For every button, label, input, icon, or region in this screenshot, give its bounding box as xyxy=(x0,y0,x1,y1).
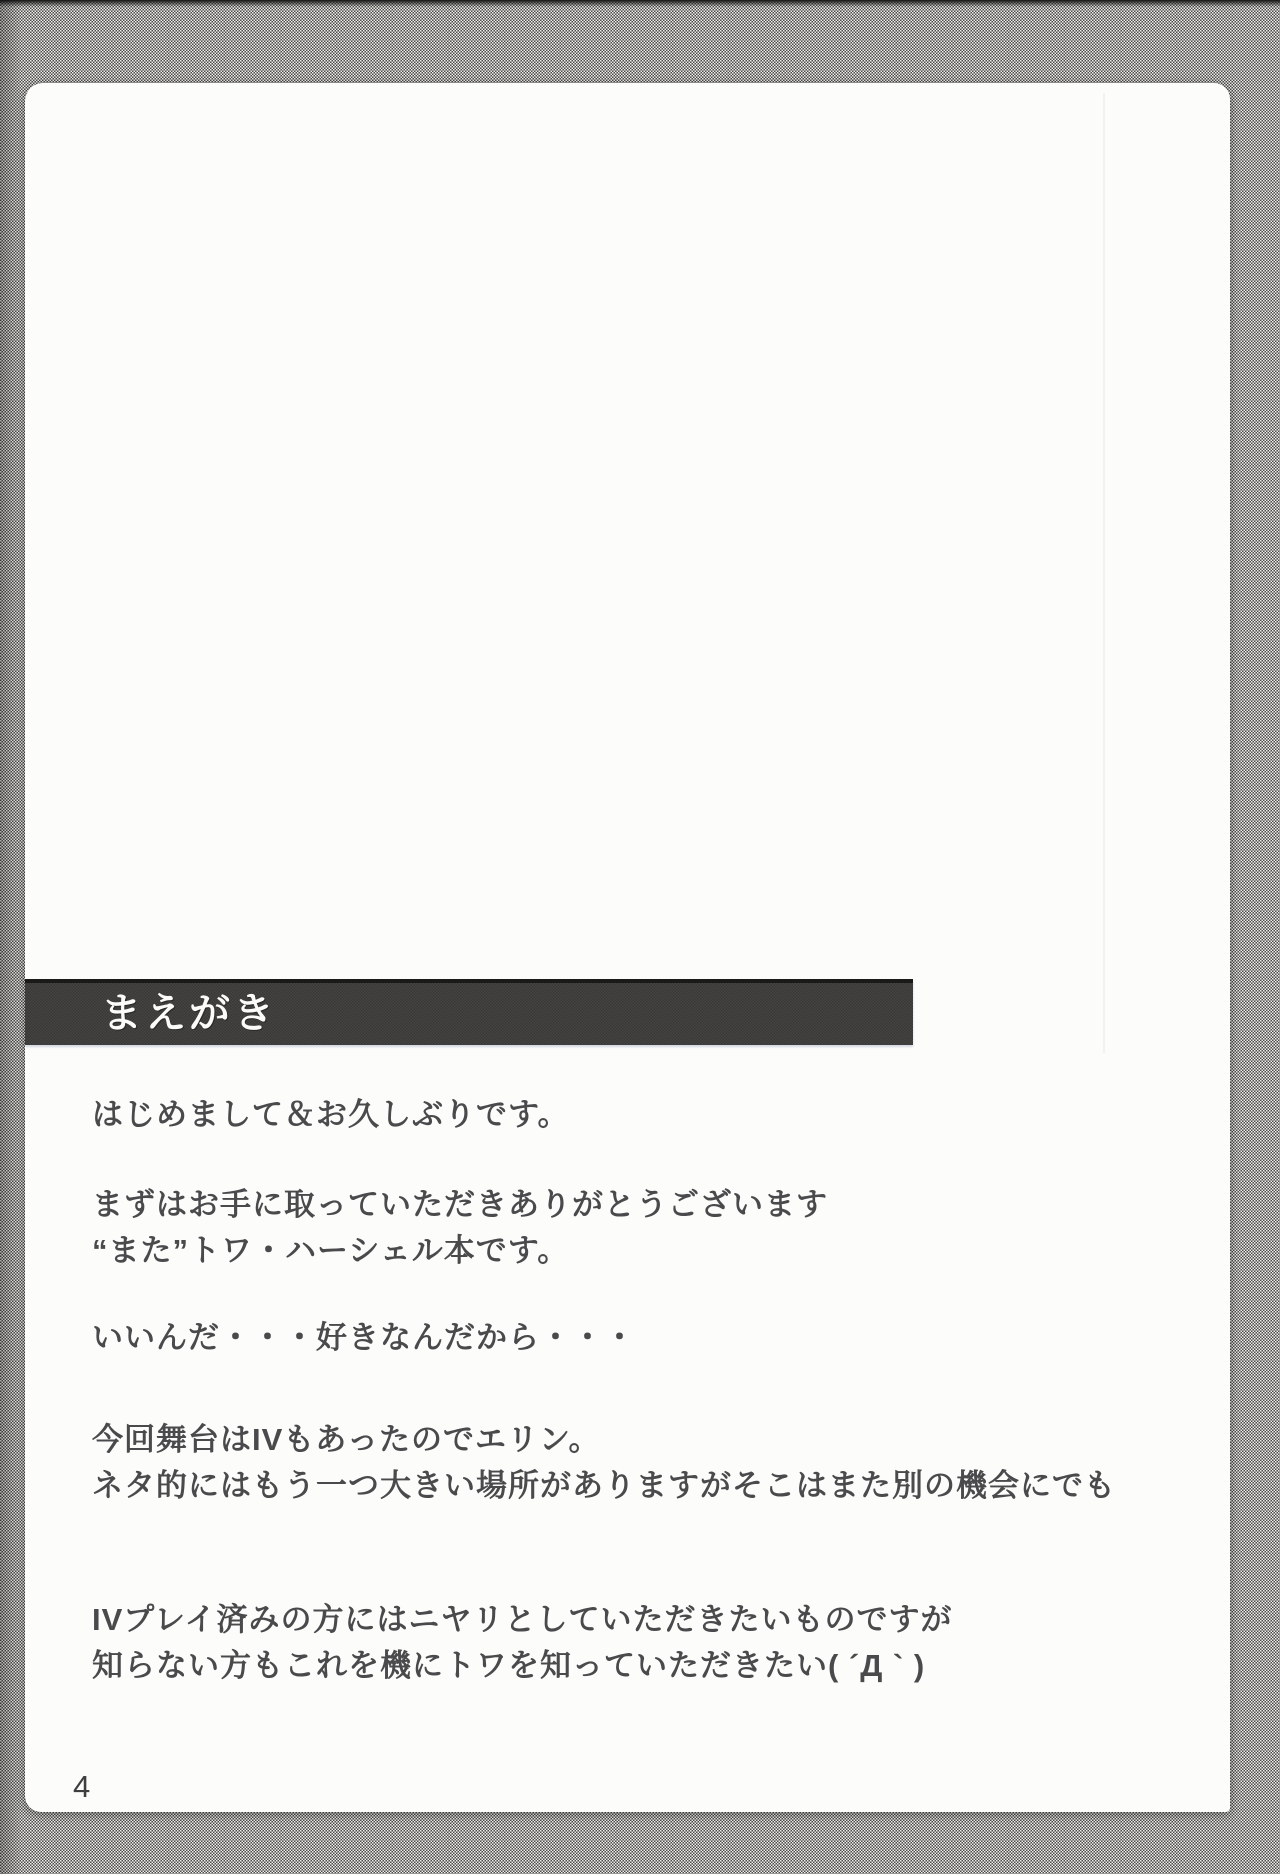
text-line: いいんだ・・・好きなんだから・・・ xyxy=(92,1320,636,1355)
text-line: “また”トワ・ハーシェル本です。 xyxy=(92,1233,570,1268)
text-line: 知らない方もこれを機にトワを知っていただきたい( ´Д ` ) xyxy=(92,1648,926,1683)
text-line: ネタ的にはもう一つ大きい場所がありますがそこはまた別の機会にでも xyxy=(92,1468,1116,1503)
paragraph-thanks xyxy=(92,1182,1187,1274)
paragraph-setting xyxy=(92,1417,1187,1509)
page-number: 4 xyxy=(73,1769,91,1804)
text-line: 今回舞台はIVもあったのでエリン。 xyxy=(92,1422,601,1457)
text-line: IVプレイ済みの方にはニヤリとしていただきたいものですが xyxy=(92,1602,953,1637)
paragraph-greeting xyxy=(92,1092,1187,1138)
text-line: はじめまして＆お久しぶりです。 xyxy=(92,1097,570,1132)
section-header-bar xyxy=(25,979,913,1045)
scanned-page xyxy=(25,83,1230,1812)
paragraph-closing xyxy=(92,1597,1187,1689)
paragraph-aside xyxy=(92,1315,1187,1361)
scan-artifact-line xyxy=(1103,93,1105,1053)
section-title: まえがき xyxy=(101,990,277,1036)
text-line: まずはお手に取っていただきありがとうございます xyxy=(92,1187,828,1222)
